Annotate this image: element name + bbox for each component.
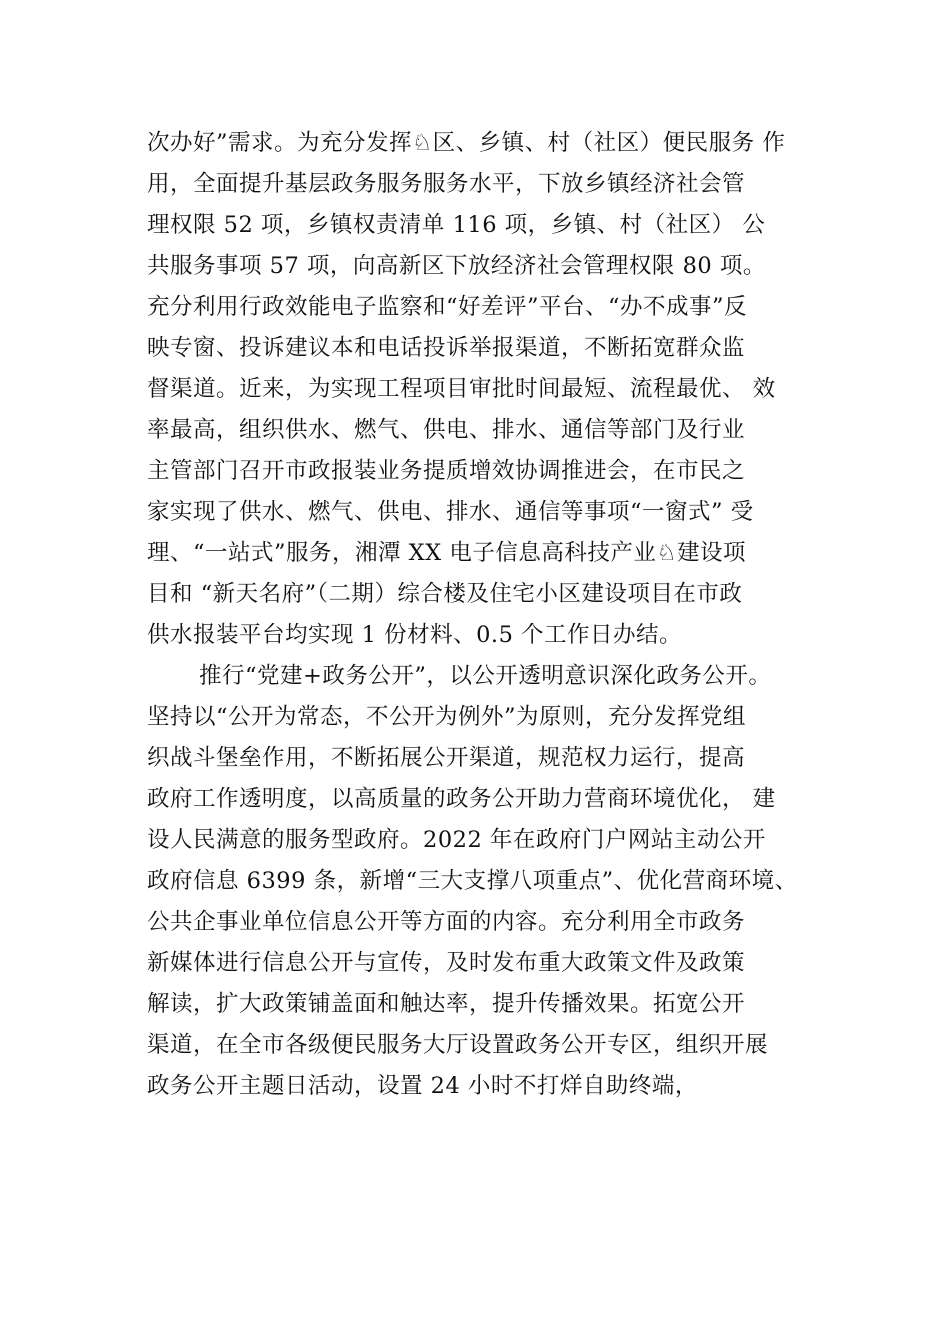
paragraph-1-line-13: 供水报装平台均实现 1 份材料、0.5 个工作日办结。 [147, 622, 683, 648]
paragraph-2-line-9: 解读，扩大政策铺盖面和触达率，提升传播效果。拓宽公开 [147, 991, 746, 1017]
paragraph-2-line-3: 织战斗堡垒作用，不断拓展公开渠道，规范权力运行，提高 [147, 745, 746, 771]
paragraph-1-line-7: 督渠道。近来，为实现工程项目审批时间最短、流程最优、 效 [147, 376, 776, 402]
paragraph-1-line-9: 主管部门召开市政报装业务提质增效协调推进会，在市民之 [147, 458, 746, 484]
paragraph-1-line-3: 理权限 52 项，乡镇权责清单 116 项，乡镇、村（社区） 公 [147, 212, 766, 238]
paragraph-1-line-11: 理、“一站式”服务，湘潭 XX 电子信息高科技产业♘建设项 [147, 540, 747, 566]
paragraph-1-line-4: 共服务事项 57 项，向高新区下放经济社会管理权限 80 项。 [147, 253, 766, 279]
paragraph-1-line-2: 用，全面提升基层政务服务服务水平，下放乡镇经济社会管 [147, 171, 746, 197]
paragraph-1-line-5: 充分利用行政效能电子监察和“好差评”平台、“办不成事”反 [147, 294, 748, 320]
paragraph-2-line-10: 渠道，在全市各级便民服务大厅设置政务公开专区，组织开展 [147, 1032, 769, 1058]
paragraph-2-line-8: 新媒体进行信息公开与宣传，及时发布重大政策文件及政策 [147, 950, 746, 976]
paragraph-2-line-2: 坚持以“公开为常态，不公开为例外”为原则，充分发挥党组 [147, 704, 747, 730]
paragraph-1-line-10: 家实现了供水、燃气、供电、排水、通信等事项“一窗式” 受 [147, 499, 754, 525]
paragraph-2-line-4: 政府工作透明度，以高质量的政务公开助力营商环境优化， 建 [147, 786, 776, 812]
paragraph-1-line-12: 目和 “新天名府”（二期）综合楼及住宅小区建设项目在市政 [147, 581, 743, 607]
paragraph-2-line-7: 公共企事业单位信息公开等方面的内容。充分利用全市政务 [147, 909, 746, 935]
paragraph-1-line-8: 率最高，组织供水、燃气、供电、排水、通信等部门及行业 [147, 417, 746, 443]
paragraph-2-line-11: 政务公开主题日活动，设置 24 小时不打烊自助终端， [147, 1073, 698, 1099]
paragraph-1-line-6: 映专窗、投诉建议本和电话投诉举报渠道，不断拓宽群众监 [147, 335, 746, 361]
paragraph-2-line-5: 设人民满意的服务型政府。2022 年在政府门户网站主动公开 [147, 827, 766, 853]
paragraph-2-line-1: 推行“党建+政务公开”，以公开透明意识深化政务公开。 [199, 663, 772, 689]
paragraph-2-line-6: 政府信息 6399 条，新增“三大支撑八项重点”、优化营商环境、 [147, 868, 798, 894]
paragraph-1-line-1: 次办好”需求。为充分发挥♘区、乡镇、村（社区）便民服务 作 [147, 130, 786, 156]
